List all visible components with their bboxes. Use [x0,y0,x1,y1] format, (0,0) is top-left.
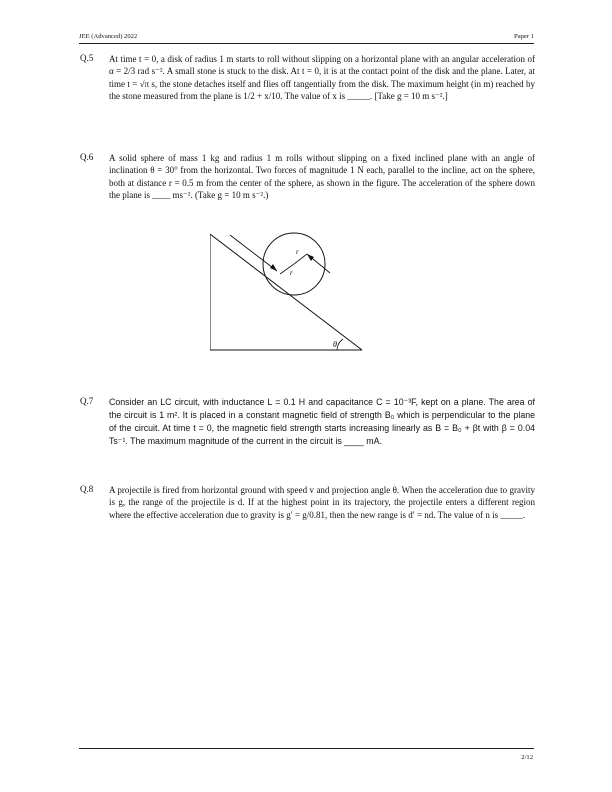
force-arrowhead-upper [307,254,314,261]
question-8-paragraph [109,484,535,521]
force-arrowhead-lower [270,264,277,271]
question-number-6: Q.6 [80,152,94,162]
paper-label: Paper 1 [514,33,534,40]
question-8-text [109,484,535,521]
question-number-5: Q.5 [80,53,94,63]
question-5-body: At time t = 0, a disk of radius 1 m starts to roll without slipping on a horizontal plane with an angular acceleration of α = 2/3 rad s⁻². A small stone is stuck to the disk. At t = 0, it is at the contact point of the disk and the plane. Later, at time t = √π s, the stone detaches itself and flies off tangentially from the disk. The maximum height (in m) reached by the stone measured from the plane is 1/2 + x/10. The value of x is _____. [Take g = 10 m s⁻².] [109,54,535,102]
theta-label: θ [333,340,337,349]
question-number-8: Q.8 [80,484,94,494]
question-7-paragraph [109,396,535,448]
question-7-text [109,396,535,448]
incline-sphere-figure [210,222,370,354]
question-6-text [109,152,535,202]
r-label-bottom: r [290,269,293,277]
page-number: 2/12 [521,754,533,761]
force-arrow-lower [230,235,277,271]
header-divider [79,43,534,44]
question-5-text [109,53,535,103]
question-number-7: Q.7 [80,396,94,406]
incline-surface [210,234,362,350]
footer-divider [79,748,534,749]
r-label-top: r [296,248,299,256]
question-5-paragraph [109,53,535,103]
question-7-body: Consider an LC circuit, with inductance L = 0.1 H and capacitance C = 10⁻³F, kept on a plane. The area of the circuit is 1 m². It is placed in a constant magnetic field of strength B₀ which is perpendicular to the plane of the circuit. At time t = 0, the magnetic field strength starts increasing linearly as B = B₀ + βt with β = 0.04 Ts⁻¹. The maximum magnitude of the current in the circuit is ____ mA. [109,397,535,446]
question-6-paragraph [109,152,535,202]
question-6-body: A solid sphere of mass 1 kg and radius 1 m rolls without slipping on a fixed inclined plane with an angle of inclination θ = 30° from the horizontal. Two forces of magnitude 1 N each, parallel to the incline, act on the sphere, both at distance r = 0.5 m from the center of the sphere, as shown in the figure. The acceleration of the sphere down the plane is ____ ms⁻². (Take g = 10 m s⁻².) [109,153,535,201]
angle-arc [337,339,343,350]
question-8-body: A projectile is fired from horizontal ground with speed v and projection angle θ. When the acceleration due to gravity is g, the range of the projectile is d. If at the highest point in its trajectory, the projectile enters a different region where the effective acceleration due to gravity is g′ = g/0.81, then the new range is d′ = nd. The value of n is _____. [109,485,535,520]
exam-title: JEE (Advanced) 2022 [79,33,138,40]
